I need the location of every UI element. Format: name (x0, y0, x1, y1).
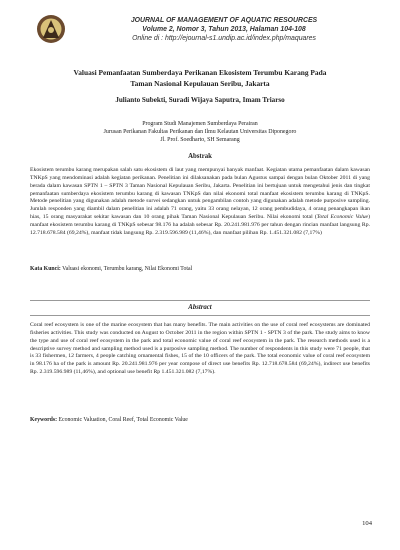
keywords-label: Keywords: (30, 417, 58, 423)
keywords-text: Economic Valuation, Coral Reef, Total Economic Value (57, 417, 188, 423)
page-number: 104 (362, 520, 372, 527)
keywords (30, 417, 370, 423)
abstract-heading: Abstract (188, 304, 212, 311)
journal-name: JOURNAL OF MANAGEMENT OF AQUATIC RESOURCES (130, 17, 318, 24)
kata-kunci-label: Kata Kunci: (30, 266, 61, 272)
section-divider (30, 315, 370, 316)
abstrak-text-part: Ekosistem terumbu karang merupakan salah satu ekosistem di laut yang mempunyai banyak manfaat. Kegiatan utama pemanfaatan dalam kawasan TNKpS yang mendominasi adalah kegiatan perikanan. Penelitian ini dilaksanakan pada bulan Agustus sampai dengan bulan Oktober 2011 di yang berada dalam kawasan SPTN 1 – SPTN 3 Taman Nasional Kepulauan Seribu, Jakarta. Penelitian ini bertujuan untuk mengetahui jenis dan tingkat pemanfaatan sumberdaya ekosistem terumbu karang di kawasan TNKpS dan nilai ekonomi total manfaat ekosistem terumbu karang di TNKpS. Metode penelitian yang digunakan adalah metode survei sedangkan untuk pengambilan contoh yang digunakan adalah metode purposive sampling. Jumlah responden yang diambil dalam penelitian ini adalah 71 orang, yaitu 33 orang nelayan, 12 orang pembudidaya, 4 orang penangkapan ikan hias, 15 orang masyarakat sekitar kawasan dan 10 orang pihak Taman Nasional Kepulauan Seribu. Nilai ekonomi total ( (30, 167, 370, 221)
university-seal-icon (36, 14, 66, 44)
journal-online-url[interactable]: Online di : http://ejournal-s1.undip.ac.id/index.php/maquares (132, 35, 316, 42)
journal-header (74, 16, 374, 43)
journal-volume: Volume 2, Nomor 3, Tahun 2013, Halaman 104-108 (142, 26, 306, 33)
abstract-text: Coral reef ecosystem is one of the marine ecosystem that has many benefits. The main activities on the use of coral reef ecosystems are dominated fisheries activities. This study was conducted on August to October 2011 in the region within SPTN 1 - SPTN 3 of the park. The study aims to know the type and use of coral reef ecosystem in the park and total economic value of coral reef ecosystem in the park. The research methods used is a descriptive survey method and sampling method used is a purposive sampling method. The number of respondents in this study were 71 people, that is 33 fishermen, 12 farmers, 4 people catching ornamental fishes, 15 of the 10 officers of the park. The total economic value of coral reef ecosystem in 98.176 ha of the park is amount Rp. 20.241.981.976 per year compose of direct use benefits Rp. 12.718.678.584 (69,24%), indirect use benefits Rp. 2.319.596.989 (11,46%), and optional use benefit Rp 1.451.321.082 (7,17%). (30, 322, 370, 376)
affiliation-line: Jurusan Perikanan Fakultas Perikanan dan Ilmu Kelautan Universitas Diponegoro (103, 129, 297, 135)
section-divider (30, 300, 370, 301)
affiliation-line: Program Studi Manajemen Sumberdaya Perairan (142, 121, 258, 127)
paper-title: Valuasi Pemanfaatan Sumberdaya Perikanan Ekosistem Terumbu Karang Pada Taman Nasional Kepulauan Seribu, Jakarta (73, 68, 327, 88)
kata-kunci (30, 266, 370, 272)
affiliation-line: Jl. Prof. Soedharto, SH Semarang (160, 137, 240, 143)
abstrak-text-part: ) manfaat ekosistem terumbu karang di TNKpS sebesar 98.176 ha adalah sebesar Rp. 20.241.981.976 per tahun dengan rincian manfaat langsung Rp. 12.718.678.584 (69,24%), manfaat tidak langsung Rp. 2.319.596.989 (11,46%), dan manfaat pilihan Rp. 1.451.321.082 (7,17%) (30, 214, 370, 236)
abstrak-heading: Abstrak (188, 153, 212, 160)
author-affiliation (50, 120, 350, 144)
abstrak-italic-term: Total Economic Value (316, 214, 369, 221)
paper-authors: Julianto Subekti, Suradi Wijaya Saputra, Imam Triarso (115, 96, 285, 104)
kata-kunci-text: Valuasi ekonomi, Terumbu karang, Nilai Ekonomi Total (60, 266, 193, 272)
abstrak-text (30, 167, 370, 238)
